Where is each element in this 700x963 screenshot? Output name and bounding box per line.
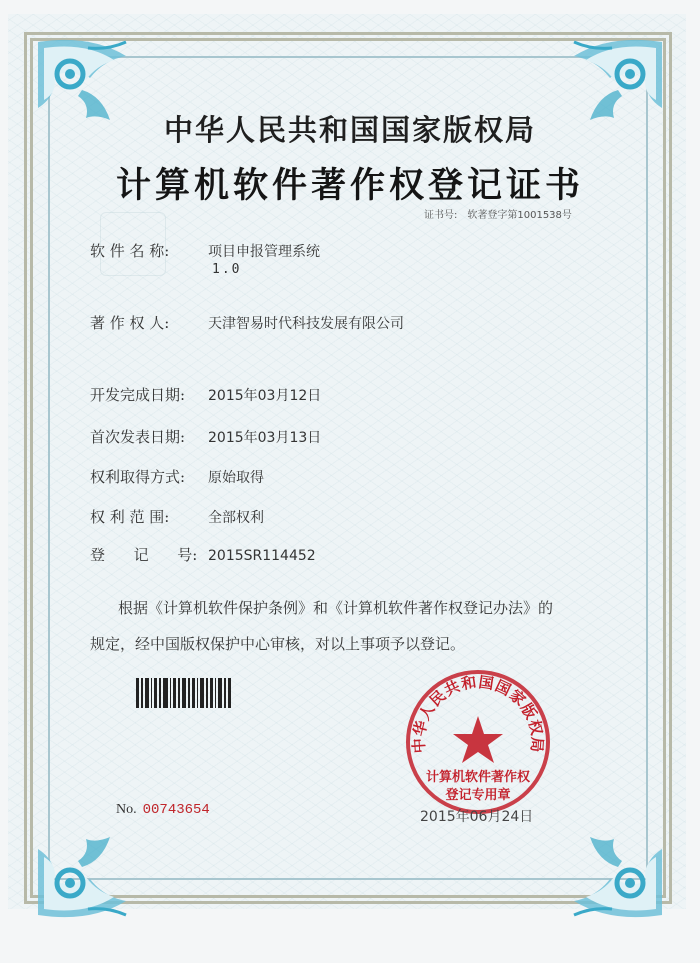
owner-label: 著 作 权 人:: [90, 314, 170, 332]
body-text-line-2: 规定，经中国版权保护中心审核，对以上事项予以登记。: [90, 635, 466, 653]
certificate-title: 计算机软件著作权登记证书: [115, 165, 584, 206]
serial-value: 00743654: [142, 802, 210, 818]
dev-date-row: [90, 384, 321, 405]
official-seal: [404, 668, 552, 816]
owner-row: [90, 312, 404, 333]
corner-ornament-bottom-right: [550, 813, 670, 923]
publish-date-label: 首次发表日期:: [90, 428, 186, 446]
reg-no-value: 2015SR114452: [208, 548, 316, 564]
acquire-value: 原始取得: [208, 470, 264, 486]
seal-center-line-2: 登记专用章: [445, 788, 511, 803]
dev-date-value: 2015年03月12日: [208, 388, 322, 404]
certificate-number-label: 证书号:: [424, 210, 458, 221]
certificate-number: [424, 206, 572, 221]
issuer-title: 中华人民共和国国家版权局: [163, 113, 536, 147]
publish-date-value: 2015年03月13日: [208, 430, 322, 446]
owner-value: 天津智易时代科技发展有限公司: [208, 316, 404, 332]
acquire-row: [90, 466, 264, 487]
publish-date-row: [90, 426, 321, 447]
scope-label: 权 利 范 围:: [90, 508, 170, 526]
barcode: [136, 678, 232, 708]
software-version: 1.0: [212, 262, 242, 277]
certificate-number-value: 软著登字第1001538号: [467, 210, 572, 221]
issue-date: 2015年06月24日: [420, 809, 534, 825]
body-text-line-1: 根据《计算机软件保护条例》和《计算机软件著作权登记办法》的: [118, 599, 554, 617]
scope-value: 全部权利: [208, 510, 264, 526]
reg-no-row: [90, 544, 316, 565]
software-name-row: [90, 240, 320, 261]
seal-star-icon: [453, 716, 503, 763]
seal-ring-text: 中华人民共和国国家版权局: [409, 672, 547, 754]
scope-row: [90, 506, 264, 527]
software-name-label: 软 件 名 称:: [90, 242, 170, 260]
serial-label: No.: [116, 802, 137, 817]
corner-ornament-bottom-left: [30, 813, 150, 923]
serial-number: [116, 802, 210, 818]
reg-no-label: 登 记 号:: [90, 546, 198, 564]
seal-center-line-1: 计算机软件著作权: [425, 770, 530, 785]
acquire-label: 权利取得方式:: [90, 468, 186, 486]
dev-date-label: 开发完成日期:: [90, 386, 186, 404]
software-name-value: 项目申报管理系统: [208, 244, 320, 260]
